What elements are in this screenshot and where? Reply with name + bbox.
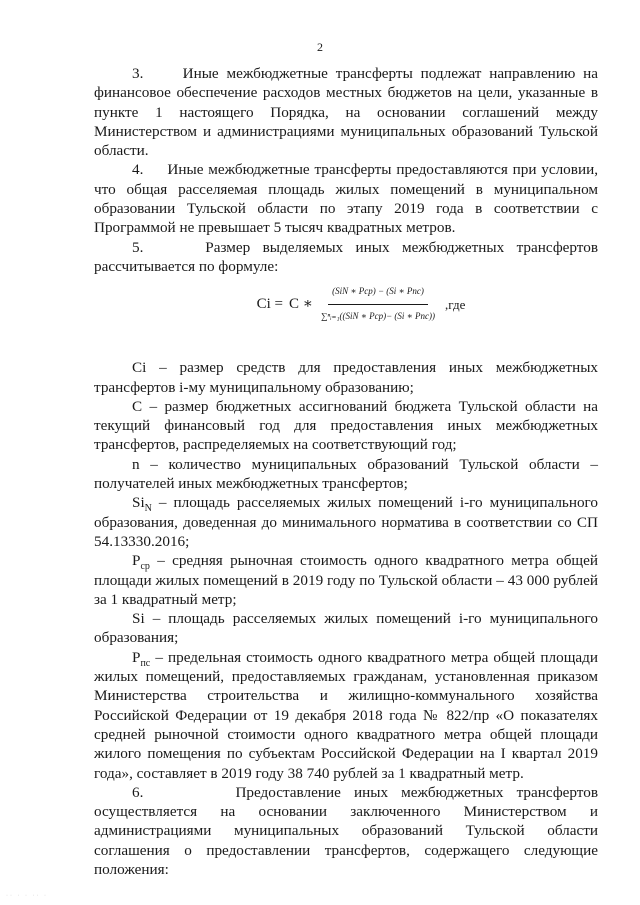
formula-fraction <box>317 282 439 326</box>
symbol-sin-base: Si <box>132 494 145 512</box>
paragraph-4: 4. Иные межбюджетные трансферты предоставляются при условии, что общая расселяемая площадь жилых помещений в муниципальном образовании Тульской области по этапу 2019 года в соответствии с Программой не превышает 5 тысяч квадратных метров. <box>94 161 598 237</box>
formula-c: C ∗ <box>289 295 313 312</box>
paragraph-5: 5. Размер выделяемых иных межбюджетных трансфертов рассчитывается по формуле: <box>94 238 598 275</box>
formula-numerator: (SiN ∗ Pcp) − (Si ∗ Pпс) <box>328 282 428 304</box>
formula-lhs: Ci = <box>256 295 283 312</box>
symbol-ppc-sub: пс <box>140 657 151 669</box>
symbol-sin-sub: N <box>144 503 152 515</box>
formula-suffix: ,где <box>445 296 466 312</box>
definition-sin <box>94 493 598 551</box>
definition-n: n – количество муниципальных образований Тульской области – получателей иных межбюджетных трансфертов; <box>94 455 598 493</box>
document-body <box>94 64 598 879</box>
definition-si: Si – площадь расселяемых жилых помещений i-го муниципального образования; <box>94 610 598 647</box>
paragraph-6: 6. Предоставление иных межбюджетных трансфертов осуществляется на основании заключенного Министерством и администрациями муниципальных образований Тульской области соглашения о предоставлении трансфертов, содержащего следующие положения: <box>94 783 598 878</box>
symbol-pcp-sub: ср <box>140 561 150 573</box>
formula <box>124 280 598 328</box>
definition-pcp <box>94 551 598 609</box>
symbol-ppc-base: P <box>132 648 141 666</box>
page-number: 2 <box>317 40 323 54</box>
definition-pcp-text: – средняя рыночная стоимость одного квадратного метра общей площади жилых помещений в 2019 году по Тульской области – 43 000 рублей за 1 квадратный метр; <box>94 552 598 608</box>
footer-mark: ·· · · ·· · <box>6 893 48 899</box>
definition-ci: Ci – размер средств для предоставления иных межбюджетных трансфертов i-му муниципальному образованию; <box>94 359 598 396</box>
definition-ppc-text: – предельная стоимость одного квадратного метра общей площади жилых помещений, предоставляемых гражданам, установленная приказом Министерства строительства и жилищно-коммунального хозяйства Российской Федерации от 19 декабря 2018 года № 822/пр «О показателях средней рыночной стоимости одного квадратного метра общей площади жилого помещения по субъектам Российской Федерации на I квартал 2019 года», составляет в 2019 году 38 740 рублей за 1 квадратный метр. <box>94 648 598 782</box>
definition-c: С – размер бюджетных ассигнований бюджета Тульской области на текущий финансовый год для предоставления иных межбюджетных трансфертов, распределяемых на соответствующий год; <box>94 397 598 454</box>
paragraph-3: 3. Иные межбюджетные трансферты подлежат направлению на финансовое обеспечение расходов местных бюджетов на цели, указанные в пункте 1 настоящего Порядка, на основании соглашений между Министерством и администрациями муниципальных образований Тульской области. <box>94 65 598 160</box>
symbol-pcp-base: P <box>132 552 141 570</box>
definition-sin-text: – площадь расселяемых жилых помещений i-го муниципального образования, доведенная до минимального норматива в соответствии со СП 54.13330.2016; <box>94 494 598 550</box>
definition-ppc <box>94 648 598 783</box>
formula-denominator: ∑ⁿᵢ₌₁((SiN ∗ Pcp)− (Si ∗ Pпс)) <box>320 310 436 321</box>
